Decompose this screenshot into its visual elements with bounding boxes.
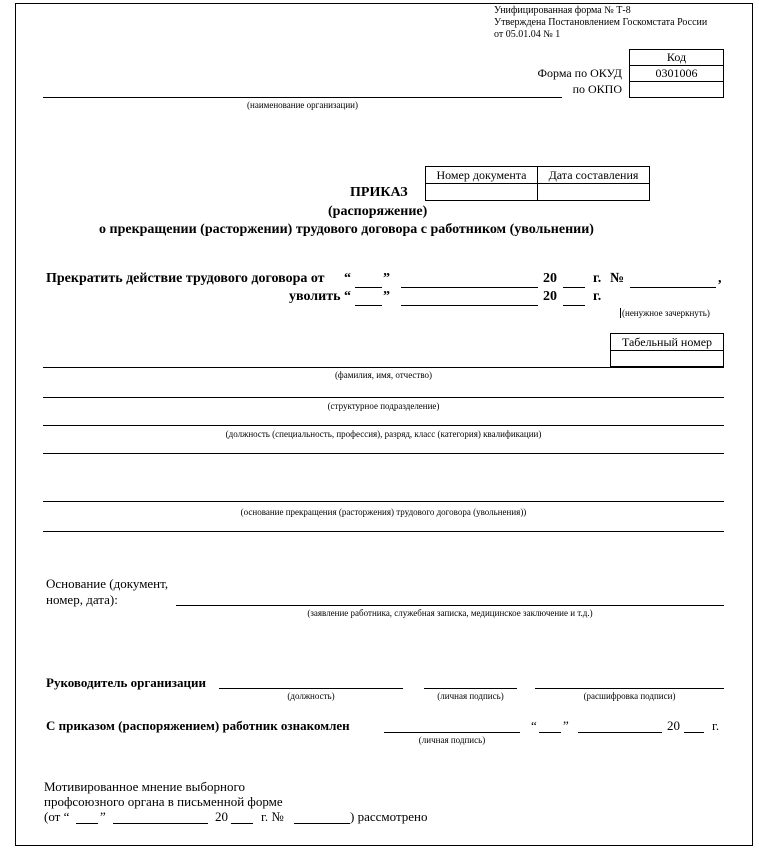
union-day-field[interactable] — [76, 823, 98, 824]
ack-label: С приказом (распоряжением) работник ознакомлен — [46, 718, 350, 733]
strike-note: (ненужное зачеркнуть) — [622, 308, 710, 318]
title-subject: о прекращении (расторжении) трудового договора с работником (увольнении) — [99, 222, 594, 237]
quote-close-2: ” — [383, 289, 390, 304]
head-signature-caption: (личная подпись) — [437, 691, 504, 701]
ack-day-field[interactable] — [539, 732, 561, 733]
contract-number-field[interactable] — [630, 287, 716, 288]
contract-year-prefix: 20 — [543, 271, 557, 286]
union-from: (от “ — [44, 809, 70, 824]
reason-field[interactable] — [43, 501, 724, 502]
head-signature-field[interactable] — [424, 688, 517, 689]
form-ref-line3: от 05.01.04 № 1 — [494, 29, 561, 40]
doc-number-header: Номер документа — [426, 167, 538, 184]
doc-date-field[interactable] — [538, 184, 650, 201]
dismiss-year-field[interactable] — [563, 305, 585, 306]
doc-number-table — [425, 166, 650, 201]
codes-table — [629, 49, 724, 98]
department-caption: (структурное подразделение) — [327, 401, 440, 411]
head-position-caption: (должность) — [287, 691, 335, 701]
dismiss-year-prefix: 20 — [543, 289, 557, 304]
union-number-field[interactable] — [294, 823, 350, 824]
ack-signature-field[interactable] — [384, 732, 520, 733]
quote-open-1: “ — [344, 271, 351, 286]
reason-field-2[interactable] — [43, 531, 724, 532]
code-header: Код — [630, 50, 724, 66]
union-quote-close: ” — [100, 809, 106, 824]
ack-year-field[interactable] — [684, 732, 704, 733]
department-field[interactable] — [43, 397, 724, 398]
form-ref-line2: Утверждена Постановлением Госкомстата России — [494, 17, 708, 28]
tab-number-header: Табельный номер — [611, 334, 724, 351]
head-label: Руководитель организации — [46, 675, 206, 690]
fio-caption: (фамилия, имя, отчество) — [334, 370, 433, 380]
form-ref-line1: Унифицированная форма № Т-8 — [494, 5, 631, 16]
union-month-field[interactable] — [113, 823, 208, 824]
fio-field[interactable] — [43, 367, 724, 368]
tab-number-table — [610, 333, 724, 367]
union-line2: профсоюзного органа в письменной форме — [44, 794, 283, 809]
head-position-field[interactable] — [219, 688, 403, 689]
ack-year-prefix: 20 — [667, 718, 680, 733]
comma: , — [718, 271, 722, 286]
quote-close-1: ” — [383, 271, 390, 286]
head-decoding-caption: (расшифровка подписи) — [583, 691, 676, 701]
head-decoding-field[interactable] — [535, 688, 724, 689]
dismiss-label: уволить — [289, 289, 341, 304]
position-caption: (должность (специальность, профессия), разряд, класс (категория) квалификации) — [225, 429, 542, 439]
okud-label: Форма по ОКУД — [537, 66, 622, 80]
title-instruction: (распоряжение) — [328, 204, 428, 219]
okpo-code[interactable] — [630, 82, 724, 98]
ack-quote-open: “ — [531, 718, 537, 733]
contract-day-field[interactable] — [355, 287, 382, 288]
title-order: ПРИКАЗ — [350, 185, 408, 200]
okpo-label: по ОКПО — [572, 82, 622, 96]
dismiss-month-field[interactable] — [401, 305, 538, 306]
basis-caption: (заявление работника, служебная записка, медицинское заключение и т.д.) — [307, 608, 593, 618]
ack-quote-close: ” — [563, 718, 569, 733]
basis-field[interactable] — [176, 605, 724, 606]
doc-date-header: Дата составления — [538, 167, 650, 184]
ack-month-field[interactable] — [578, 732, 662, 733]
contract-year-field[interactable] — [563, 287, 585, 288]
union-year-field[interactable] — [231, 823, 253, 824]
ack-signature-caption: (личная подпись) — [418, 735, 486, 745]
dismiss-day-field[interactable] — [355, 305, 382, 306]
quote-open-2: “ — [344, 289, 351, 304]
org-name-field[interactable] — [43, 97, 562, 98]
contract-year-suffix: г. — [593, 271, 602, 286]
reason-caption: (основание прекращения (расторжения) трудового договора (увольнения)) — [240, 507, 527, 517]
union-number-label: г. № — [261, 809, 284, 824]
doc-number-field[interactable] — [426, 184, 538, 201]
union-year-prefix: 20 — [215, 809, 228, 824]
terminate-label: Прекратить действие трудового договора от — [46, 271, 325, 286]
tab-number-field[interactable] — [611, 351, 724, 367]
position-field[interactable] — [43, 425, 724, 426]
union-line1: Мотивированное мнение выборного — [44, 779, 245, 794]
dismiss-year-suffix: г. — [593, 289, 602, 304]
basis-label-line1: Основание (документ, — [46, 576, 169, 591]
okud-code[interactable]: 0301006 — [630, 66, 724, 82]
ack-year-suffix: г. — [712, 718, 720, 733]
contract-month-field[interactable] — [401, 287, 538, 288]
number-sign: № — [610, 271, 625, 286]
basis-label-line2: номер, дата): — [46, 592, 118, 607]
org-name-caption: (наименование организации) — [247, 100, 358, 110]
position-field-2[interactable] — [43, 453, 724, 454]
union-end: ) рассмотрено — [350, 809, 428, 824]
